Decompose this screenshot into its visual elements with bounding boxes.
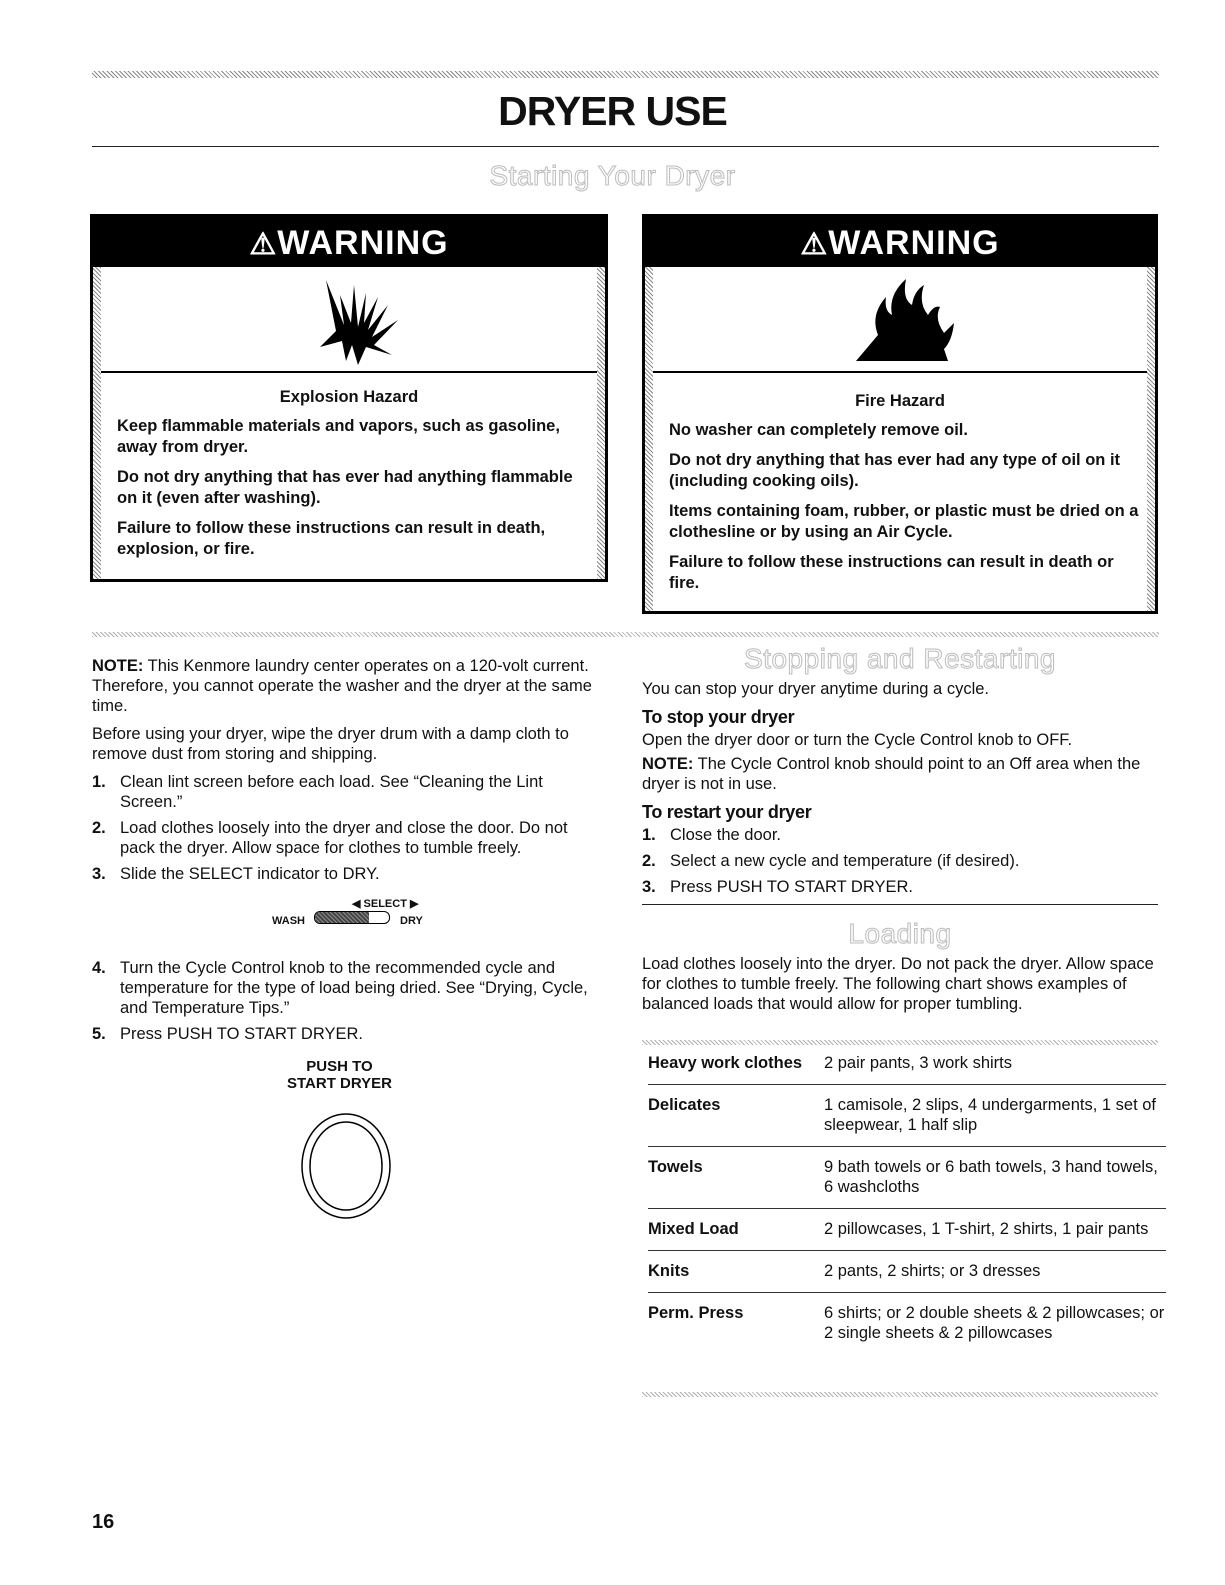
warning-line: Do not dry anything that has ever had any type of oil on it (including cooking oils). — [669, 451, 1121, 490]
top-rule — [92, 71, 1159, 78]
stopping-section — [642, 679, 1160, 903]
border-pattern — [1147, 267, 1155, 611]
loads-table — [648, 1043, 1166, 1354]
restart-subhead: To restart your dryer — [642, 802, 812, 822]
list-item — [92, 958, 607, 1018]
fire-icon — [848, 275, 958, 365]
border-pattern — [597, 267, 605, 579]
loads-table-wrapper — [648, 1043, 1166, 1354]
loading-divider — [642, 904, 1158, 905]
left-column — [92, 656, 607, 1092]
table-bottom-rule — [642, 1392, 1158, 1397]
load-contents-cell: 6 shirts; or 2 double sheets & 2 pillowcases; or 2 single sheets & 2 pillowcases — [824, 1304, 1165, 1342]
warning-label: WARNING — [828, 224, 1000, 262]
list-item — [642, 825, 1160, 845]
start-button-icon — [298, 1110, 394, 1222]
stopping-intro: You can stop your dryer anytime during a cycle. — [642, 680, 989, 698]
load-contents-cell: 2 pants, 2 shirts; or 3 dresses — [824, 1251, 1166, 1293]
load-contents-cell: 9 bath towels or 6 bath towels, 3 hand towels, 6 washcloths — [824, 1147, 1166, 1209]
push-label-line: START DRYER — [287, 1075, 392, 1092]
step-text: Turn the Cycle Control knob to the recommended cycle and temperature for the type of load being dried. See “Drying, Cycle, and Temperature Tips.” — [120, 959, 588, 1017]
step-number: 1. — [92, 773, 106, 791]
section-heading-loading: Loading — [848, 918, 952, 949]
note-text: The Cycle Control knob should point to an Off area when the dryer is not in use. — [642, 755, 1141, 793]
load-contents-cell: 1 camisole, 2 slips, 4 undergarments, 1 set of sleepwear, 1 half slip — [824, 1085, 1166, 1147]
warning-label: WARNING — [277, 224, 449, 262]
border-pattern — [93, 267, 101, 579]
list-item — [642, 851, 1160, 871]
section-divider — [92, 632, 1159, 637]
load-contents-cell: 2 pillowcases, 1 T-shirt, 2 shirts, 1 pair pants — [824, 1209, 1166, 1251]
title-divider — [92, 146, 1159, 147]
step-number: 5. — [92, 1025, 106, 1043]
warning-line: Do not dry anything that has ever had anything flammable on it (even after washing). — [117, 468, 573, 507]
arrow-left-icon: ◀ — [352, 898, 361, 910]
slider-fill — [315, 912, 369, 923]
explosion-icon — [306, 275, 406, 365]
arrow-right-icon: ▶ — [410, 898, 419, 910]
load-type-cell: Knits — [648, 1251, 824, 1293]
list-item — [92, 818, 607, 858]
push-button-label — [72, 1058, 607, 1092]
page-title: DRYER USE — [498, 88, 727, 134]
warning-header — [93, 217, 605, 267]
loads-table-body — [648, 1043, 1166, 1354]
icon-panel — [653, 267, 1147, 373]
warning-box-fire — [642, 214, 1158, 614]
load-type-cell: Delicates — [648, 1085, 824, 1147]
stopping-note — [642, 754, 1160, 794]
step-number: 3. — [642, 878, 656, 896]
section-heading-stopping: Stopping and Restarting — [744, 643, 1056, 674]
step-text: Slide the SELECT indicator to DRY. — [120, 865, 380, 883]
load-contents-cell: 2 pair pants, 3 work shirts — [824, 1043, 1166, 1085]
step-text: Press PUSH TO START DRYER. — [670, 878, 913, 896]
hazard-title: Fire Hazard — [855, 392, 945, 410]
table-row — [648, 1293, 1166, 1355]
step-text: Clean lint screen before each load. See “Cleaning the Lint Screen.” — [120, 773, 543, 811]
step-number: 2. — [642, 852, 656, 870]
table-row — [648, 1085, 1166, 1147]
intro-paragraph: Before using your dryer, wipe the dryer drum with a damp cloth to remove dust from storing and shipping. — [92, 725, 569, 763]
load-type-cell: Towels — [648, 1147, 824, 1209]
select-text: SELECT — [363, 898, 407, 910]
border-pattern — [645, 267, 653, 611]
warning-text — [101, 387, 597, 569]
warning-line: Failure to follow these instructions can result in death, explosion, or fire. — [117, 519, 546, 558]
warning-line: Items containing foam, rubber, or plastic must be dried on a clothesline or by using an Air Cycle. — [669, 502, 1139, 541]
warning-line: Keep flammable materials and vapors, such as gasoline, away from dryer. — [117, 417, 560, 456]
push-label-line: PUSH TO — [306, 1058, 373, 1075]
note-label: NOTE: — [92, 657, 144, 675]
step-number: 2. — [92, 819, 106, 837]
step-number: 3. — [92, 865, 106, 883]
dry-label: DRY — [400, 915, 423, 927]
list-item — [92, 772, 607, 812]
step-text: Close the door. — [670, 826, 781, 844]
warning-line: No washer can completely remove oil. — [669, 421, 968, 439]
step-number: 1. — [642, 826, 656, 844]
warning-text — [653, 391, 1147, 603]
load-type-cell: Perm. Press — [648, 1304, 744, 1322]
list-item — [92, 864, 607, 884]
loading-intro: Load clothes loosely into the dryer. Do not pack the dryer. Allow space for clothes to tumble freely. The following chart shows examples of balanced loads that would allow for proper tumbling. — [642, 955, 1154, 1013]
table-row — [648, 1209, 1166, 1251]
hazard-title: Explosion Hazard — [279, 388, 419, 406]
select-slider-illustration — [92, 890, 607, 950]
note-label: NOTE: — [642, 755, 694, 773]
table-row — [648, 1251, 1166, 1293]
select-slider — [314, 911, 390, 924]
alert-triangle-icon: ⚠ — [800, 228, 829, 261]
load-type-cell: Mixed Load — [648, 1209, 824, 1251]
load-type-cell: Heavy work clothes — [648, 1043, 824, 1085]
step-text: Load clothes loosely into the dryer and close the door. Do not pack the dryer. Allow space for clothes to tumble freely. — [120, 819, 568, 857]
alert-triangle-icon: ⚠ — [249, 228, 278, 261]
step-text: Select a new cycle and temperature (if desired). — [670, 852, 1020, 870]
warning-box-explosion — [90, 214, 608, 582]
table-row — [648, 1147, 1166, 1209]
icon-panel — [101, 267, 597, 373]
warning-line: Failure to follow these instructions can result in death or fire. — [669, 553, 1114, 592]
list-item — [92, 1024, 607, 1044]
table-row — [648, 1043, 1166, 1085]
step-number: 4. — [92, 959, 106, 977]
stop-text: Open the dryer door or turn the Cycle Control knob to OFF. — [642, 731, 1073, 749]
note-text: This Kenmore laundry center operates on a 120-volt current. Therefore, you cannot operate the washer and the dryer at the same time. — [92, 657, 592, 715]
list-item — [642, 877, 1160, 897]
step-text: Press PUSH TO START DRYER. — [120, 1025, 363, 1043]
wash-label: WASH — [272, 915, 305, 927]
note-paragraph — [92, 656, 607, 716]
stop-subhead: To stop your dryer — [642, 707, 795, 727]
page-number: 16 — [92, 1511, 115, 1533]
section-heading-starting: Starting Your Dryer — [489, 160, 736, 191]
warning-header — [645, 217, 1155, 267]
